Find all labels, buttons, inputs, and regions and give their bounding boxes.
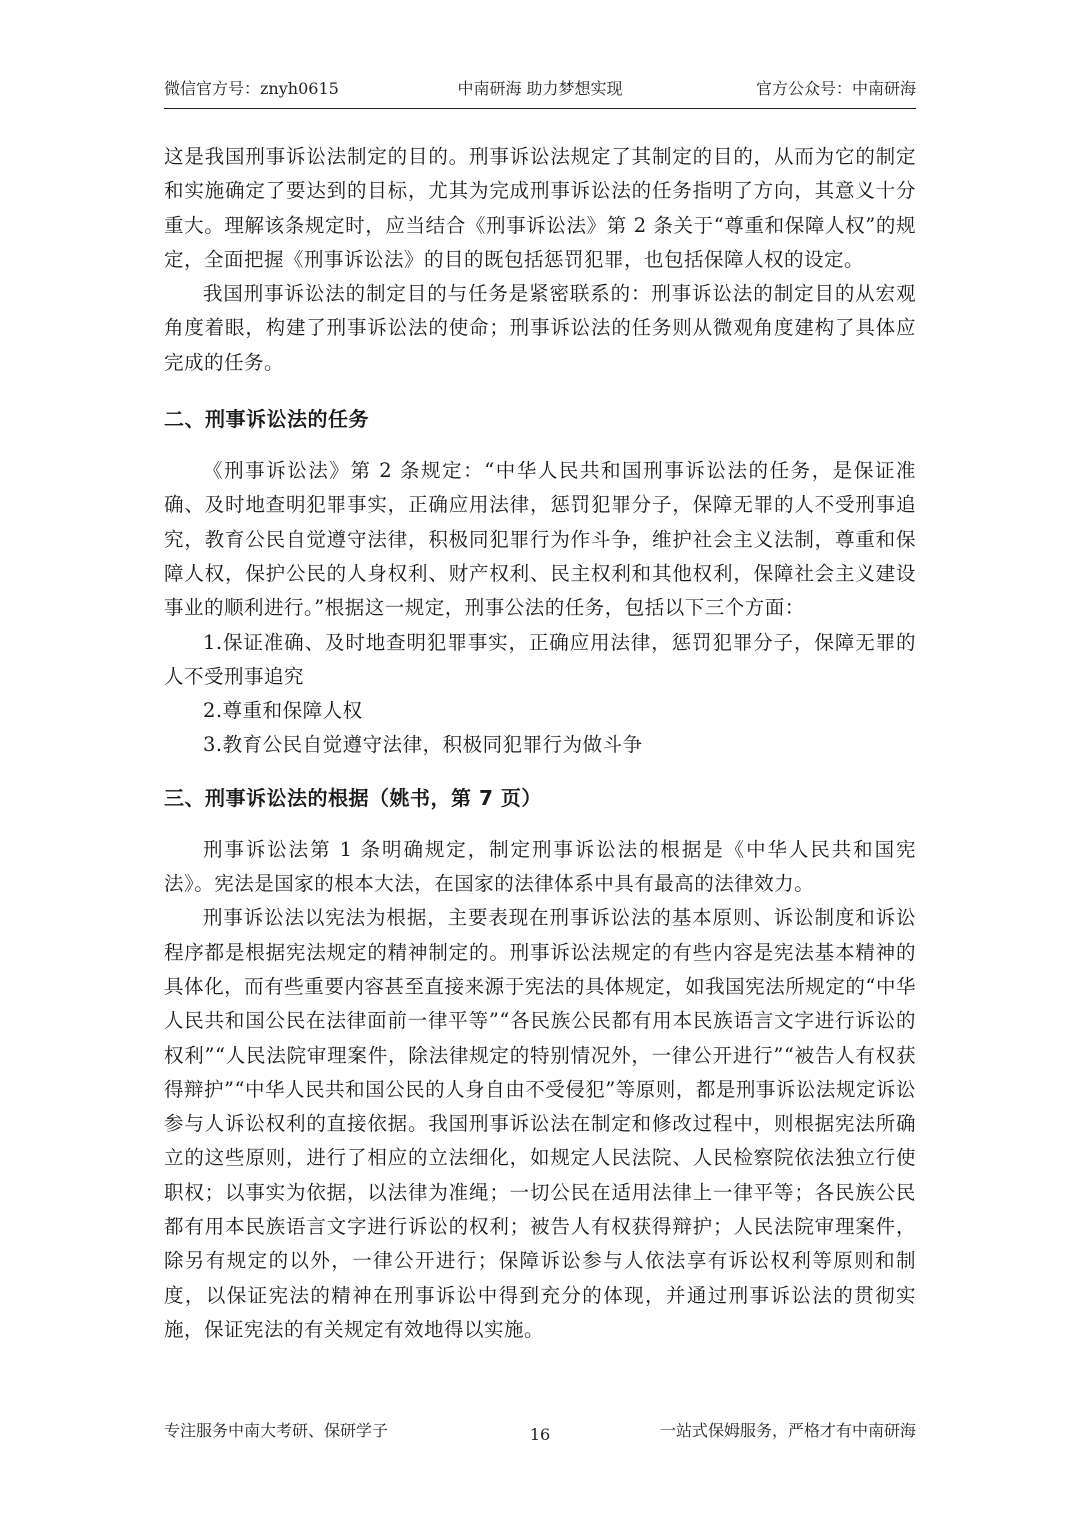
page-content bbox=[164, 140, 916, 1347]
page-header bbox=[164, 76, 916, 109]
paragraph-purpose-task-relation: 我国刑事诉讼法的制定目的与任务是紧密联系的：刑事诉讼法的制定目的从宏观角度着眼，构建了刑事诉讼法的使命；刑事诉讼法的任务则从微观角度建构了具体应完成的任务。 bbox=[164, 282, 916, 374]
paragraph-article-1: 刑事诉讼法第 1 条明确规定，制定刑事诉讼法的根据是《中华人民共和国宪法》。宪法是国家的根本大法，在国家的法律体系中具有最高的法律效力。 bbox=[164, 837, 916, 896]
page-number: 16 bbox=[529, 1425, 551, 1444]
header-official-account: 官方公众号：中南研海 bbox=[755, 79, 916, 98]
header-slogan: 中南研海 助力梦想实现 bbox=[457, 79, 623, 98]
section-heading-tasks: 二、刑事诉讼法的任务 bbox=[164, 407, 369, 432]
footer-tagline-left: 专注服务中南大考研、保研学子 bbox=[164, 1421, 389, 1440]
list-item: 2.尊重和保障人权 bbox=[203, 699, 363, 723]
list-item: 1.保证准确、及时地查明犯罪事实，正确应用法律，惩罚犯罪分子，保障无罪的人不受刑事追究 bbox=[164, 630, 916, 688]
paragraph-constitution-basis: 刑事诉讼法以宪法为根据，主要表现在刑事诉讼法的基本原则、诉讼制度和诉讼程序都是根据宪法规定的精神制定的。刑事诉讼法规定的有些内容是宪法基本精神的具体化，而有些重要内容甚至直接来源于宪法的具体规定，如我国宪法所规定的“中华人民共和国公民在法律面前一律平等”“各民族公民都有用本民族语言文字进行诉讼的权利”“人民法院审理案件，除法律规定的特别情况外，一律公开进行”“被告人有权获得辩护”“中华人民共和国公民的人身自由不受侵犯”等原则，都是刑事诉讼法规定诉讼参与人诉讼权利的直接依据。我国刑事诉讼法在制定和修改过程中，则根据宪法所确立的这些原则，进行了相应的立法细化，如规定人民法院、人民检察院依法独立行使职权；以事实为依据，以法律为准绳；一切公民在适用法律上一律平等；各民族公民都有用本民族语言文字进行诉讼的权利；被告人有权获得辩护；人民法院审理案件，除另有规定的以外，一律公开进行；保障诉讼参与人依法享有诉讼权利等原则和制度，以保证宪法的精神在刑事诉讼中得到充分的体现，并通过刑事诉讼法的贯彻实施，保证宪法的有关规定有效地得以实施。 bbox=[164, 906, 916, 1341]
list-item: 3.教育公民自觉遵守法律，积极同犯罪行为做斗争 bbox=[203, 733, 643, 757]
paragraph-purpose: 这是我国刑事诉讼法制定的目的。刑事诉讼法规定了其制定的目的，从而为它的制定和实施确定了要达到的目标，尤其为完成刑事诉讼法的任务指明了方向，其意义十分重大。理解该条规定时，应当结合《刑事诉讼法》第 2 条关于“尊重和保障人权”的规定，全面把握《刑事诉讼法》的目的既包括惩罚犯罪，也包括保障人权的设定。 bbox=[164, 145, 916, 271]
header-wechat-id: 微信官方号：znyh0615 bbox=[164, 79, 339, 98]
section-heading-basis: 三、刑事诉讼法的根据（姚书，第 7 页） bbox=[164, 785, 542, 810]
footer-tagline-right: 一站式保姆服务，严格才有中南研海 bbox=[659, 1421, 916, 1440]
page-footer bbox=[164, 1416, 916, 1446]
paragraph-article-2: 《刑事诉讼法》第 2 条规定：“中华人民共和国刑事诉讼法的任务，是保证准确、及时地查明犯罪事实，正确应用法律，惩罚犯罪分子，保障无罪的人不受刑事追究，教育公民自觉遵守法律，积极同犯罪行为作斗争，维护社会主义法制，尊重和保障人权，保护公民的人身权利、财产权利、民主权利和其他权利，保障社会主义建设事业的顺利进行。”根据这一规定，刑事公法的任务，包括以下三个方面： bbox=[164, 459, 916, 620]
